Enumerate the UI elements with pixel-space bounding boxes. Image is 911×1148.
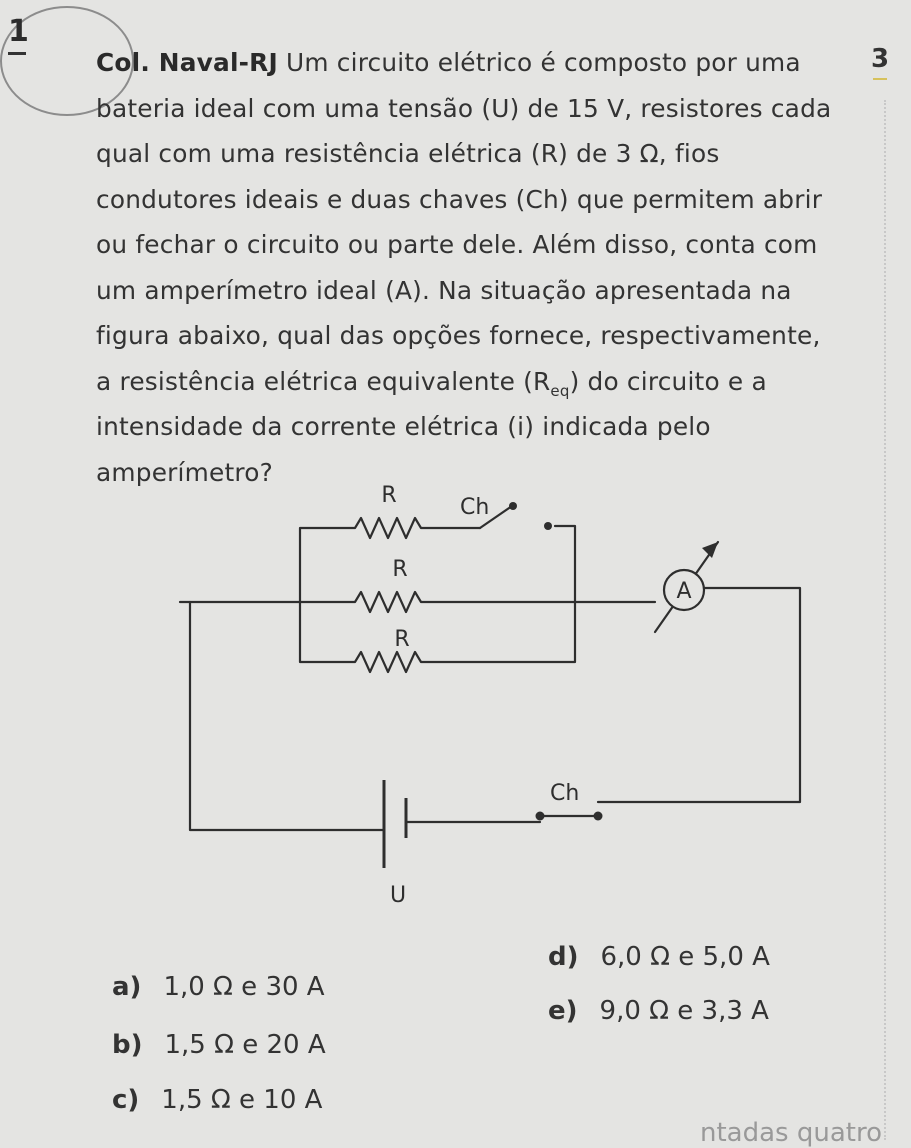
question-body: Um circuito elétrico é composto por uma bateria ideal com uma tensão (U) de 15 V, resistores cada qual com uma resistência elétrica (R) de 3 Ω, fios condutores ideais e duas chaves (Ch) que permitem abrir ou fechar o circuito ou parte dele. Além disso, conta com um amperímetro ideal (A). Na situação apresentada na figura abaixo, qual das opções fornece, respectivamente, a resistência elétrica equivalente (R [96, 48, 832, 396]
option-c[interactable]: c) 1,5 Ω e 10 A [112, 1085, 323, 1115]
switch-top-contact-1 [509, 502, 517, 510]
req-subscript: eq [550, 381, 570, 400]
margin-dotted-rule [884, 100, 886, 1140]
switch-top-contact-2 [544, 522, 552, 530]
ammeter-label: A [676, 579, 692, 604]
switch-top-label: Ch [460, 495, 490, 520]
wire-top-branch [300, 518, 480, 602]
question-body-end: ) do circuito e a intensidade da corrente elétrica (i) indicada pelo amperímetro? [96, 366, 767, 487]
resistor-label-bottom: R [394, 627, 410, 652]
wire-left-loop [190, 602, 384, 830]
question-number: 1 [8, 14, 29, 49]
resistor-label-middle: R [392, 557, 408, 582]
switch-bottom-contact-2 [594, 812, 603, 821]
switch-bottom-label: Ch [550, 781, 580, 806]
switch-bottom-contact-1 [536, 812, 545, 821]
ammeter-arrowhead [702, 542, 718, 558]
wire-bottom-branch [300, 526, 575, 672]
option-b[interactable]: b) 1,5 Ω e 20 A [112, 1030, 326, 1060]
next-page-text-fragment: ntadas quatro [700, 1118, 882, 1148]
option-e[interactable]: e) 9,0 Ω e 3,3 A [548, 996, 769, 1026]
option-a[interactable]: a) 1,0 Ω e 30 A [112, 972, 325, 1002]
resistor-label-top: R [381, 483, 397, 508]
page-mark-underline [873, 78, 887, 80]
question-text [96, 40, 841, 495]
circuit-diagram [170, 470, 830, 920]
page-mark: 3 [871, 44, 890, 74]
wire-middle-branch [180, 592, 655, 612]
question-number-underline [8, 52, 26, 55]
question-source: Col. Naval-RJ [96, 48, 278, 77]
wire-right-loop [598, 588, 800, 802]
option-d[interactable]: d) 6,0 Ω e 5,0 A [548, 942, 770, 972]
battery-label: U [389, 883, 407, 908]
